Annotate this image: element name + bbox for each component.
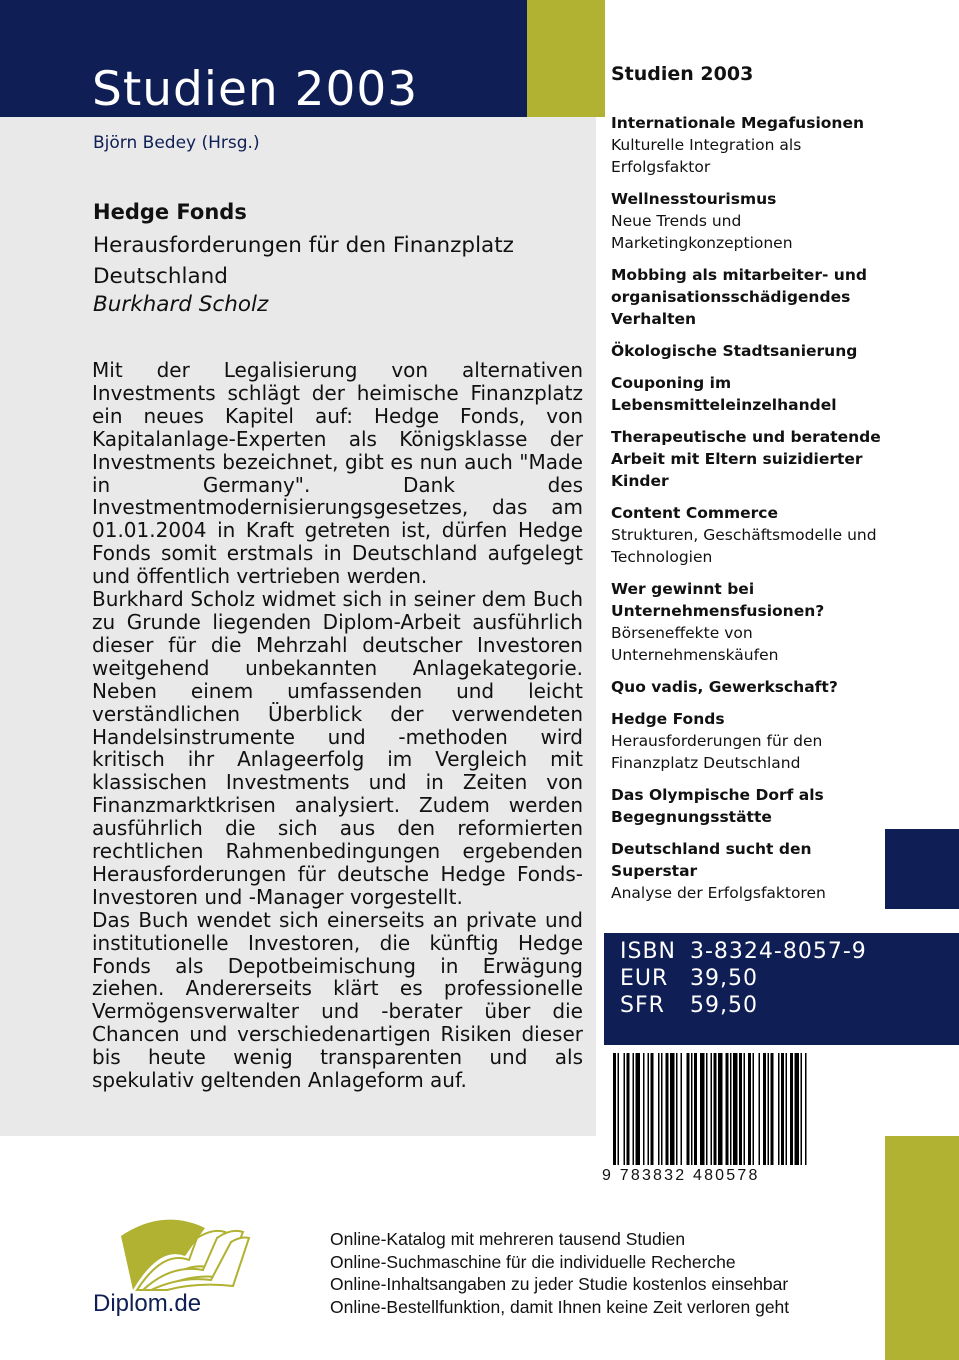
- entry-subtitle: Börseneffekte von Unternehmenskäufen: [611, 624, 779, 664]
- barcode-number: 9 783832 480578: [602, 1167, 760, 1184]
- list-item: Online-Suchmaschine für die individuelle Recherche: [330, 1251, 736, 1272]
- barcode-bar: [778, 1053, 780, 1165]
- barcode-bar: [636, 1053, 641, 1165]
- entry-title: Couponing im Lebensmitteleinzelhandel: [611, 374, 837, 414]
- list-item: [611, 112, 901, 178]
- list-item: Online-Katalog mit mehreren tausend Studien: [330, 1229, 686, 1249]
- barcode-bar: [691, 1053, 693, 1165]
- entry-title: Internationale Megafusionen: [611, 114, 864, 132]
- barcode-bar: [718, 1053, 723, 1165]
- isbn-value: 3-8324-8057-9: [690, 939, 867, 964]
- eur-label: EUR: [620, 966, 669, 991]
- barcode-bar: [739, 1053, 742, 1165]
- barcode-bar: [711, 1053, 713, 1165]
- isbn-row: [620, 939, 867, 964]
- barcode-bar: [624, 1053, 626, 1165]
- barcode: [611, 1053, 876, 1165]
- list-item: [611, 708, 901, 774]
- barcode-bar: [706, 1053, 708, 1165]
- list-item: Online-Bestellfunktion, damit Ihnen keine Zeit verloren geht: [330, 1296, 790, 1317]
- list-item: Online-Inhaltsangaben zu jeder Studie kostenlos einsehbar: [330, 1274, 789, 1294]
- barcode-bar: [795, 1053, 800, 1165]
- series-list: [611, 112, 901, 914]
- header-accent: [527, 0, 605, 117]
- barcode-bar: [714, 1053, 717, 1165]
- list-item: [611, 838, 901, 904]
- barcode-bar: [613, 1053, 616, 1165]
- entry-title: Hedge Fonds: [611, 710, 725, 728]
- barcode-bar: [618, 1053, 620, 1165]
- book-description: [92, 359, 583, 1092]
- price-box: [604, 933, 959, 1045]
- list-item: [611, 502, 901, 568]
- sfr-row: [620, 993, 758, 1018]
- entry-title: Therapeutische und beratende Arbeit mit Eltern suizidierter Kinder: [611, 428, 881, 490]
- barcode-bar: [681, 1053, 683, 1165]
- barcode-bar: [633, 1053, 635, 1165]
- barcode-bar: [801, 1053, 803, 1165]
- barcode-bar: [786, 1053, 788, 1165]
- barcode-bar: [790, 1053, 793, 1165]
- description-paragraph: Burkhard Scholz widmet sich in seiner dem Buch zu Grunde liegenden Diplom-Arbeit ausführlich dieser für die Mehrzahl deutscher Investoren weitgehend unbekannten Anlagekategorie. Neben einem umfassenden und leicht verständlichen Überblick der verwendeten Handelsinstrumente und -methoden wird kritisch ihr Anlageerfolg im Vergleich mit klassischen Investments und in Zeiten von Finanzmarktkrisen analysiert. Zudem werden ausführlich die sich aus den reformierten rechtlichen Rahmenbedingungen ergebenden Herausforderungen für deutsche Hedge Fonds-Investoren und -Manager vorgestellt.: [92, 587, 583, 909]
- barcode-bar: [694, 1053, 697, 1165]
- logo-text: Diplom.de: [93, 1290, 202, 1317]
- barcode-bar: [627, 1053, 630, 1165]
- barcode-bar: [781, 1053, 784, 1165]
- barcode-bar: [643, 1053, 645, 1165]
- barcode-bar: [730, 1053, 732, 1165]
- description-paragraph: Das Buch wendet sich einerseits an private und institutionelle Investoren, die künftig Hedge Fonds als Depotbeimischung in Erwägung ziehen. Andererseits klärt es professionelle Vermögensverwalter und -berater über die Chancen und verschiedenartigen Risiken dieser bis heute wenig transparenten und als spekulativ geltenden Anlageform auf.: [92, 907, 583, 1093]
- eur-row: [620, 966, 758, 991]
- barcode-bar: [658, 1053, 660, 1165]
- barcode-bar: [771, 1053, 774, 1165]
- eur-value: 39,50: [690, 966, 758, 991]
- entry-title: Mobbing als mitarbeiter- und organisationsschädigendes Verhalten: [611, 266, 867, 328]
- list-item: [611, 372, 901, 416]
- sfr-value: 59,50: [690, 993, 758, 1018]
- barcode-bar: [661, 1053, 663, 1165]
- entry-subtitle: Neue Trends und Marketingkonzeptionen: [611, 212, 793, 252]
- entry-title: Quo vadis, Gewerkschaft?: [611, 678, 838, 696]
- barcode-bar: [700, 1053, 705, 1165]
- barcode-bar: [651, 1053, 654, 1165]
- isbn-label: ISBN: [620, 939, 677, 964]
- barcode-bar: [670, 1053, 675, 1165]
- entry-title: Ökologische Stadtsanierung: [611, 342, 858, 360]
- barcode-bar: [805, 1053, 807, 1165]
- barcode-bar: [768, 1053, 770, 1165]
- description-paragraph: Mit der Legalisierung von alternativen Investments schlägt der heimische Finanzplatz ein neues Kapitel auf: Hedge Fonds, von Kapitalanlage-Experten als Königsklasse der Investments bezeichnet, gibt es nun auch "Made in Germany". Dank des Investmentmodernisierungsgesetzes, das am 01.01.2004 in Kraft getreten ist, dürfen Hedge Fonds somit erstmals in Deutschland aufgelegt und öffentlich vertrieben werden.: [92, 358, 583, 589]
- feature-list: [330, 1228, 789, 1318]
- barcode-bar: [666, 1053, 669, 1165]
- editor-name: Björn Bedey (Hrsg.): [93, 133, 260, 153]
- entry-title: Content Commerce: [611, 504, 779, 522]
- list-item: [611, 340, 901, 362]
- series-list-heading: Studien 2003: [611, 63, 754, 85]
- list-item: [611, 188, 901, 254]
- entry-subtitle: Herausforderungen für den Finanzplatz Deutschland: [611, 732, 823, 772]
- list-item: [611, 426, 901, 492]
- barcode-bar: [687, 1053, 690, 1165]
- entry-title: Deutschland sucht den Superstar: [611, 840, 812, 880]
- side-accent-olive: [885, 1136, 959, 1360]
- list-item: [611, 264, 901, 330]
- entry-subtitle: Strukturen, Geschäftsmodelle und Technologien: [611, 526, 877, 566]
- list-item: [611, 578, 901, 666]
- entry-subtitle: Kulturelle Integration als Erfolgsfaktor: [611, 136, 802, 176]
- series-title: Studien 2003: [92, 62, 419, 117]
- book-author: Burkhard Scholz: [93, 292, 269, 317]
- list-item: [611, 676, 901, 698]
- entry-title: Wer gewinnt bei Unternehmensfusionen?: [611, 580, 825, 620]
- entry-title: Wellnesstourismus: [611, 190, 777, 208]
- barcode-bar: [648, 1053, 650, 1165]
- barcode-bar: [676, 1053, 678, 1165]
- sfr-label: SFR: [620, 993, 665, 1018]
- entry-title: Das Olympische Dorf als Begegnungsstätte: [611, 786, 824, 826]
- book-title: Hedge Fonds: [93, 200, 247, 224]
- barcode-bar: [744, 1053, 746, 1165]
- book-subtitle: Herausforderungen für den Finanzplatz Deutschland: [93, 233, 514, 289]
- barcode-bar: [733, 1053, 738, 1165]
- entry-subtitle: Analyse der Erfolgsfaktoren: [611, 884, 826, 902]
- barcode-bar: [763, 1053, 766, 1165]
- barcode-bar: [726, 1053, 729, 1165]
- barcode-bar: [748, 1053, 751, 1165]
- barcode-bar: [753, 1053, 755, 1165]
- barcode-bar: [759, 1053, 761, 1165]
- list-item: [611, 784, 901, 828]
